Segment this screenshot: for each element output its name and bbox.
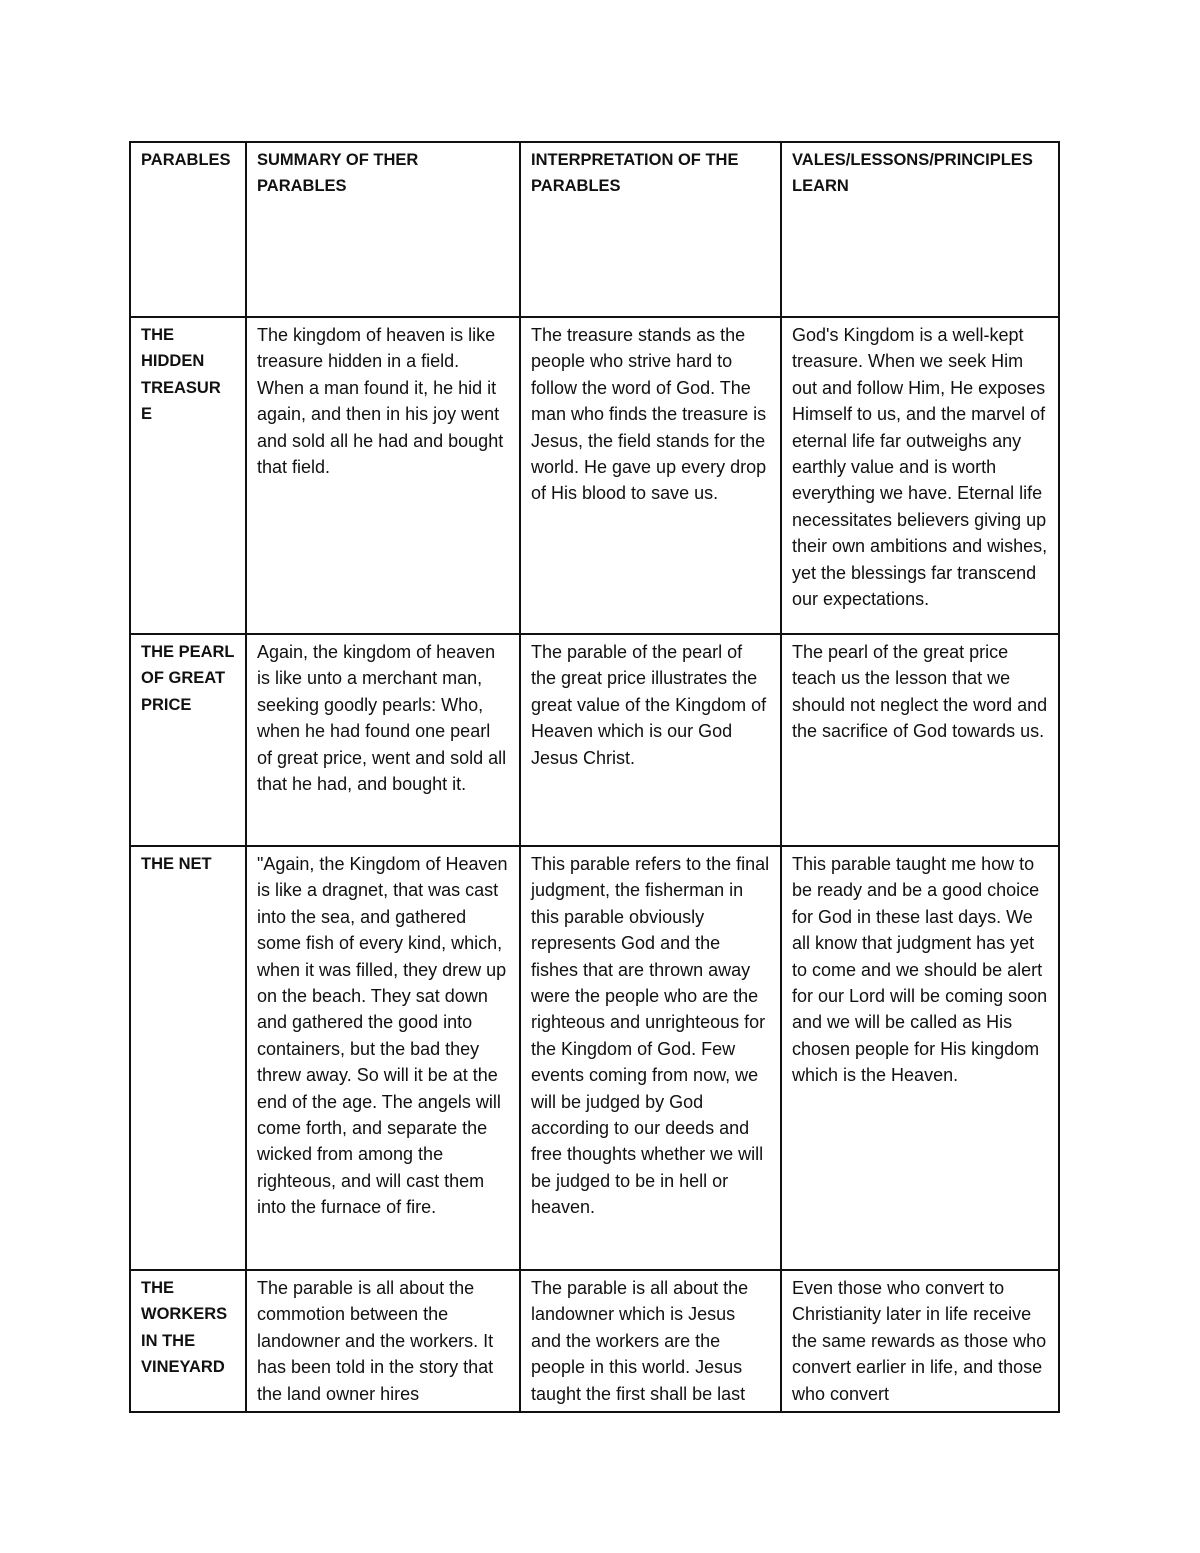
table-header-row [130,142,1059,317]
parable-lesson: God's Kingdom is a well-kept treasure. When we seek Him out and follow Him, He exposes Himself to us, and the marvel of eternal life far outweighs any earthly value and is worth everything we have. Eternal life necessitates believers giving up their own ambitions and wishes, yet the blessings far transcend our expectations. [781,317,1059,634]
parable-lesson: The pearl of the great price teach us the lesson that we should not neglect the word and the sacrifice of God towards us. [781,634,1059,846]
parable-summary: The kingdom of heaven is like treasure hidden in a field. When a man found it, he hid it again, and then in his joy went and sold all he had and bought that field. [246,317,520,634]
table-row [130,1270,1059,1412]
parable-summary: Again, the kingdom of heaven is like unto a merchant man, seeking goodly pearls: Who, when he had found one pearl of great price, went and sold all that he had, and bought it. [246,634,520,846]
header-lessons: VALES/LESSONS/PRINCIPLES LEARN [781,142,1059,317]
parable-interpretation: The treasure stands as the people who strive hard to follow the word of God. The man who finds the treasure is Jesus, the field stands for the world. He gave up every drop of His blood to save us. [520,317,781,634]
parable-name: THE WORKERS IN THE VINEYARD [130,1270,246,1412]
parable-interpretation: The parable of the pearl of the great price illustrates the great value of the Kingdom of Heaven which is our God Jesus Christ. [520,634,781,846]
parable-name: THE NET [130,846,246,1270]
parable-interpretation: This parable refers to the final judgment, the fisherman in this parable obviously represents God and the fishes that are thrown away were the people who are the righteous and unrighteous for the Kingdom of God. Few events coming from now, we will be judged by God according to our deeds and free thoughts whether we will be judged to be in hell or heaven. [520,846,781,1270]
table-row [130,846,1059,1270]
header-interpretation: INTERPRETATION OF THE PARABLES [520,142,781,317]
parable-name: THE HIDDEN TREASUR E [130,317,246,634]
parable-lesson: Even those who convert to Christianity later in life receive the same rewards as those who convert earlier in life, and those who convert [781,1270,1059,1412]
table-row [130,317,1059,634]
parable-lesson: This parable taught me how to be ready and be a good choice for God in these last days. We all know that judgment has yet to come and we should be alert for our Lord will be coming soon and we will be called as His chosen people for His kingdom which is the Heaven. [781,846,1059,1270]
header-summary: SUMMARY OF THER PARABLES [246,142,520,317]
header-parables: PARABLES [130,142,246,317]
parable-interpretation: The parable is all about the landowner which is Jesus and the workers are the people in this world. Jesus taught the first shall be last [520,1270,781,1412]
parable-name: THE PEARL OF GREAT PRICE [130,634,246,846]
parable-summary: The parable is all about the commotion between the landowner and the workers. It has been told in the story that the land owner hires [246,1270,520,1412]
parables-table [129,141,1060,1413]
table-row [130,634,1059,846]
parable-summary: "Again, the Kingdom of Heaven is like a dragnet, that was cast into the sea, and gathered some fish of every kind, which, when it was filled, they drew up on the beach. They sat down and gathered the good into containers, but the bad they threw away. So will it be at the end of the age. The angels will come forth, and separate the wicked from among the righteous, and will cast them into the furnace of fire. [246,846,520,1270]
